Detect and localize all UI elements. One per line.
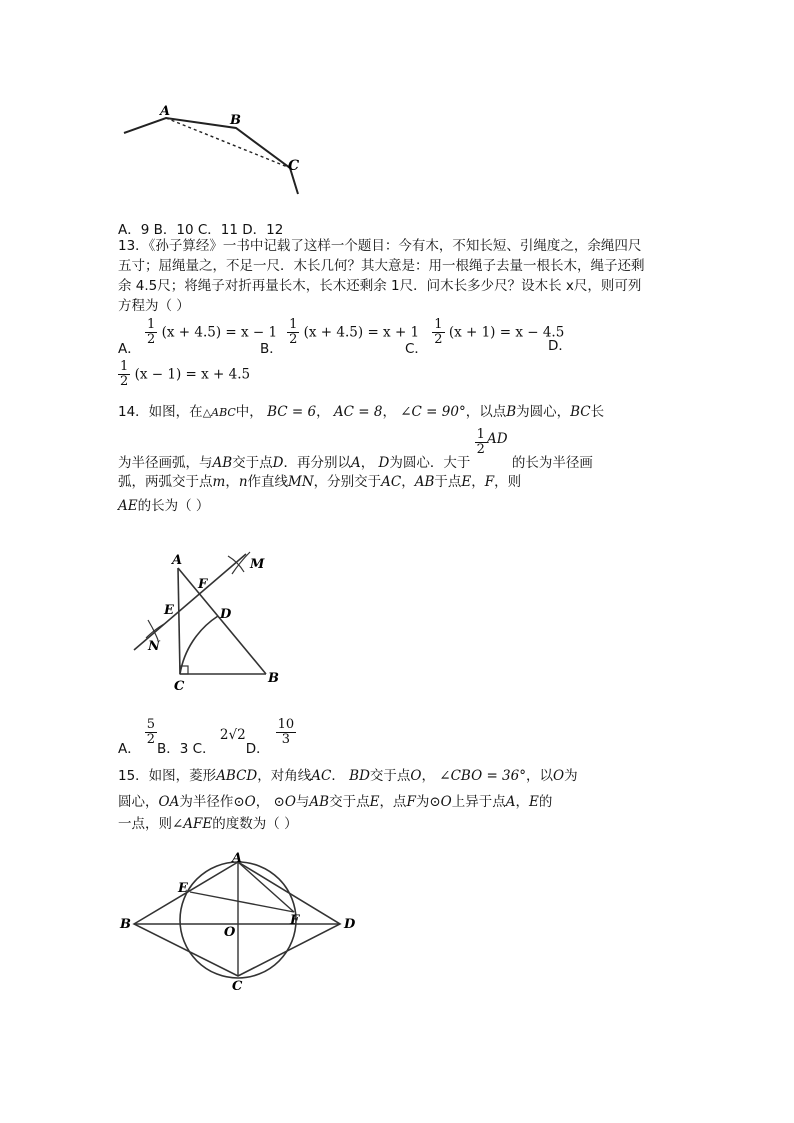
q15-line1: 15．如图，菱形ABCD，对角线AC． BD交于点O， ∠CBO = 36°，以O为 xyxy=(118,768,578,784)
q15-line3: 一点，则∠AFE的度数为（ ） xyxy=(118,816,298,832)
q15-label-f: F xyxy=(290,913,300,928)
q13-option-a-letter: A． xyxy=(118,340,141,357)
q12-figure xyxy=(118,98,318,198)
q13-option-b-expr: (x + 4.5) = x + 1 xyxy=(303,324,420,341)
q15-label-a: A xyxy=(232,852,243,866)
q15-label-o: O xyxy=(224,925,236,940)
q14-half-frac: $\frac{1}{2}$ xyxy=(476,427,485,457)
q13-option-d-frac: $\frac{1}{2}$ xyxy=(120,359,129,389)
q12-label-a: A xyxy=(160,104,171,119)
q14-label-e: E xyxy=(164,603,174,618)
q14-line3: 弧，两弧交于点m，n作直线MN，分别交于AC，AB于点E，F，则 xyxy=(118,474,522,490)
q13-option-a-frac: $\frac{1}{2}$ xyxy=(147,317,156,347)
q12-label-c: C xyxy=(288,158,300,174)
q14-label-m: M xyxy=(250,557,265,572)
q13-option-b-letter: B． xyxy=(260,340,283,357)
q14-option-d-frac: $\frac{10}{3}$ xyxy=(277,717,295,747)
q13-option-d xyxy=(118,360,250,389)
q14-label-a: A xyxy=(172,553,183,568)
q14-label-b: B xyxy=(268,671,279,686)
q13-option-c-frac: $\frac{1}{2}$ xyxy=(434,317,443,347)
q15-label-e: E xyxy=(178,881,188,896)
q13-option-c xyxy=(405,317,565,357)
q14-line1: 14．如图，在△ABC中， BC = 6， AC = 8， ∠C = 90°，以点B为圆心，BC长 xyxy=(118,404,605,420)
q14-label-d: D xyxy=(220,607,232,622)
q15-segment-ef xyxy=(190,892,294,912)
q15-rhombus xyxy=(134,862,340,976)
q14-side-ac xyxy=(178,568,180,674)
q14-options: A． $\frac{5}{2}$ B．3 C． 2√2D． $\frac{10}{3}$ xyxy=(118,717,295,757)
q13-option-b xyxy=(260,317,420,357)
q13-option-c-expr: (x + 1) = x − 4.5 xyxy=(448,324,565,341)
q13-line3: 余 4.5尺；将绳子对折再量长木，长木还剩余 1尺．问木长多少尺？设木长 x尺，则可列 xyxy=(118,278,642,294)
q14-label-c: C xyxy=(174,679,185,692)
q14-figure xyxy=(128,542,288,692)
q15-label-b: B xyxy=(120,917,131,932)
q12-polyline xyxy=(124,118,298,194)
q14-option-a-frac: $\frac{5}{2}$ xyxy=(146,717,156,747)
q14-arc-bd xyxy=(180,616,218,674)
q15-line2: 圆心，OA为半径作⊙O， ⊙O与AB交于点E，点F为⊙O上异于点A，E的 xyxy=(118,794,553,810)
q15-label-d: D xyxy=(344,917,356,932)
q13-line2: 五寸；屈绳量之，不足一尺．木长几何？其大意是：用一根绳子去量一根长木，绳子还剩 xyxy=(118,258,645,274)
q13-option-d-expr: (x − 1) = x + 4.5 xyxy=(134,366,251,383)
q14-option-c-value: 2√2 xyxy=(219,726,246,743)
q13-option-d-letter-wrap xyxy=(548,334,572,354)
q13-line1: 13．《孙子算经》一书中记载了这样一个题目：今有木，不知长短、引绳度之，余绳四尺 xyxy=(118,238,642,254)
q13-option-a xyxy=(118,317,278,357)
q12-dashed-ac xyxy=(166,118,290,168)
q13-option-a-expr: (x + 4.5) = x − 1 xyxy=(161,324,278,341)
q14-label-n: N xyxy=(148,639,160,654)
q12-options: A．9 B．10 C．11 D．12 xyxy=(118,222,284,238)
q15-figure xyxy=(118,852,368,994)
q15-label-c: C xyxy=(232,979,243,994)
q14-line4: AE的长为（ ） xyxy=(118,498,210,514)
q13-line4: 方程为（ ） xyxy=(118,298,190,314)
q14-line2: 为半径画弧，与AB交于点D．再分别以A， D为圆心．大于 $\frac{1}{2}$ AD 的长为半径画 xyxy=(118,427,593,471)
q13-option-b-frac: $\frac{1}{2}$ xyxy=(289,317,298,347)
q14-label-f: F xyxy=(198,577,208,592)
q14-line-mn xyxy=(134,554,246,650)
q13-option-d-letter: D． xyxy=(548,338,572,354)
q13-option-c-letter: C． xyxy=(405,340,428,357)
q12-label-b: B xyxy=(230,113,241,128)
